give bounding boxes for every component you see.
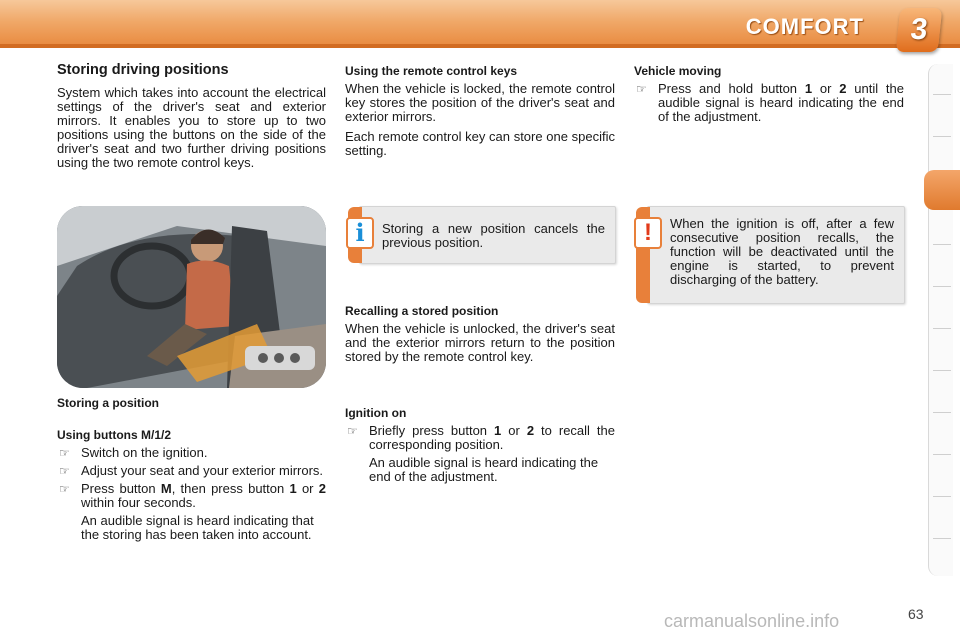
header-divider (0, 44, 960, 48)
warning-note-text: When the ignition is off, after a few consecutive position recalls, the function will be deactivated until the engine is started, to prevent discharging of the battery. (670, 216, 894, 287)
page-number: 63 (908, 606, 924, 622)
moving-title: Vehicle moving (634, 64, 722, 78)
driver-seat-photo (57, 206, 326, 388)
tab-divider (933, 328, 951, 329)
chapter-number-badge: 3 (896, 8, 943, 52)
tab-divider (933, 244, 951, 245)
tab-divider (933, 496, 951, 497)
info-note-text: Storing a new position cancels the previous position. (382, 221, 605, 250)
tab-divider (933, 454, 951, 455)
ignition-title: Ignition on (345, 406, 407, 420)
remote-section (345, 64, 615, 164)
list-item: ☞ Press and hold button 1 or 2 until the audible signal is heard indicating the end of the adjustment. (636, 81, 904, 124)
tab-divider (933, 136, 951, 137)
remote-title: Using the remote control keys (345, 64, 518, 78)
storing-subtitle: Using buttons M/1/2 (57, 428, 171, 442)
warning-note (644, 206, 905, 304)
column-left (57, 63, 326, 176)
pointing-finger-icon: ☞ (59, 482, 70, 496)
list-item: ☞ Briefly press button 1 or 2 to recall the corresponding position. (347, 423, 615, 452)
info-icon: i (346, 217, 374, 249)
pointing-finger-icon: ☞ (347, 424, 358, 438)
section-title: Storing driving positions (57, 62, 229, 78)
intro-text: System which takes into account the electrical settings of the driver's seat and exterior mirrors. It enables you to store up to two positions using the buttons on the side of the driver's seat and two further driving positions using the two remote control keys. (57, 85, 326, 170)
remote-text-1: When the vehicle is locked, the remote control key stores the position of the driver's seat and exterior mirrors. (345, 81, 615, 124)
chapter-tab-active[interactable] (924, 170, 960, 210)
tab-divider (933, 370, 951, 371)
ignition-section (345, 406, 615, 488)
watermark: carmanualsonline.info (664, 611, 840, 631)
pointing-finger-icon: ☞ (59, 446, 70, 460)
recall-section (345, 304, 615, 370)
storing-confirmation-text: An audible signal is heard indicating that the storing has been taken into account. (81, 513, 314, 542)
recall-text: When the vehicle is unlocked, the driver's seat and the exterior mirrors return to the position stored by the remote control key. (345, 321, 615, 364)
moving-section (634, 64, 904, 128)
tab-divider (933, 412, 951, 413)
pointing-finger-icon: ☞ (59, 464, 70, 478)
list-item: ☞ Press button M, then press button 1 or 2 within four seconds. (59, 481, 326, 510)
ignition-confirmation-text: An audible signal is heard indicating the end of the adjustment. (369, 455, 599, 484)
recall-title: Recalling a stored position (345, 304, 499, 318)
warning-icon: ! (634, 217, 662, 249)
chapter-tabs (928, 64, 953, 576)
storing-title: Storing a position (57, 396, 159, 410)
list-item: ☞ Switch on the ignition. (59, 445, 208, 460)
tab-divider (933, 538, 951, 539)
pointing-finger-icon: ☞ (636, 82, 647, 96)
list-item: ☞ Adjust your seat and your exterior mirrors. (59, 463, 324, 478)
info-note (355, 206, 616, 264)
chapter-title: COMFORT (745, 14, 864, 39)
remote-text-2: Each remote control key can store one specific setting. (345, 129, 615, 158)
tab-divider (933, 286, 951, 287)
storing-section (57, 396, 326, 546)
tab-divider (933, 94, 951, 95)
